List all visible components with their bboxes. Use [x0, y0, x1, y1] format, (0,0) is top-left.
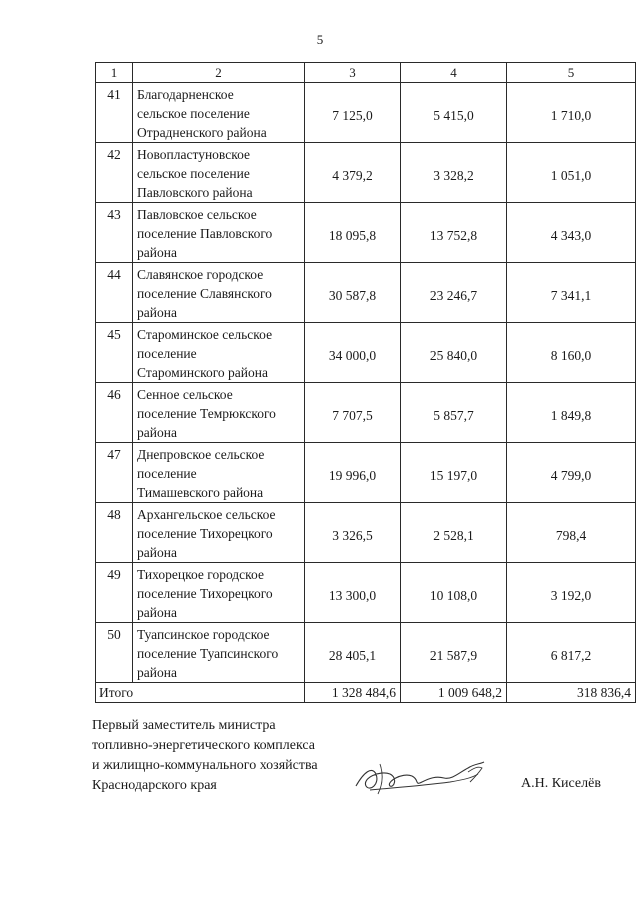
header-cell: 5: [507, 63, 636, 83]
settlement-name-line: Староминского района: [137, 365, 268, 380]
amount-cell-c4: 23 246,7: [401, 263, 507, 323]
settlement-name-line: района: [137, 425, 177, 440]
settlement-name-cell: [133, 203, 305, 263]
row-number-cell: 44: [96, 263, 133, 323]
amount-cell-c5: 1 849,8: [507, 383, 636, 443]
settlement-name-cell: [133, 563, 305, 623]
settlement-name-line: Павловского района: [137, 185, 253, 200]
table-row: [96, 83, 636, 143]
amount-cell-c5: 1 710,0: [507, 83, 636, 143]
signatory-title-line: Первый заместитель министра: [92, 718, 276, 733]
settlement-name-cell: [133, 143, 305, 203]
settlement-name-line: Архангельское сельское: [137, 507, 276, 522]
settlement-name-line: Туапсинское городское: [137, 627, 270, 642]
amount-cell-c4: 15 197,0: [401, 443, 507, 503]
settlement-name-line: сельское поселение: [137, 106, 250, 121]
row-number-cell: 50: [96, 623, 133, 683]
settlement-name-line: Новопластуновское: [137, 147, 250, 162]
settlement-name-cell: [133, 443, 305, 503]
table-row: [96, 563, 636, 623]
amount-cell-c5: 1 051,0: [507, 143, 636, 203]
settlement-name-line: поселение Темрюкского: [137, 406, 276, 421]
settlement-name-line: Тимашевского района: [137, 485, 264, 500]
settlement-name-line: поселение: [137, 346, 197, 361]
settlement-name-line: Сенное сельское: [137, 387, 233, 402]
settlement-name-cell: [133, 623, 305, 683]
amount-cell-c3: 7 707,5: [305, 383, 401, 443]
table-body: [96, 63, 636, 703]
amount-cell-c4: 10 108,0: [401, 563, 507, 623]
signatory-name: А.Н. Киселёв: [521, 776, 601, 791]
row-number-cell: 41: [96, 83, 133, 143]
amount-cell-c5: 4 799,0: [507, 443, 636, 503]
signatory-title: [92, 716, 318, 796]
settlement-name-cell: [133, 323, 305, 383]
header-cell: 3: [305, 63, 401, 83]
signatory-title-line: и жилищно-коммунального хозяйства: [92, 758, 318, 773]
signatory-title-line: Краснодарского края: [92, 778, 217, 793]
table-row: [96, 623, 636, 683]
total-label: Итого: [96, 683, 305, 703]
table-row: [96, 143, 636, 203]
settlement-name-line: поселение Павловского: [137, 226, 273, 241]
row-number-cell: 45: [96, 323, 133, 383]
settlement-name-line: района: [137, 665, 177, 680]
amount-cell-c4: 25 840,0: [401, 323, 507, 383]
row-number-cell: 46: [96, 383, 133, 443]
settlement-name-line: Староминское сельское: [137, 327, 273, 342]
settlement-name-line: Днепровское сельское: [137, 447, 265, 462]
amount-cell-c4: 3 328,2: [401, 143, 507, 203]
settlement-name-line: района: [137, 305, 177, 320]
allocation-table: [95, 62, 636, 703]
table-header-row: [96, 63, 636, 83]
table-row: [96, 503, 636, 563]
amount-cell-c5: 3 192,0: [507, 563, 636, 623]
amount-cell-c4: 13 752,8: [401, 203, 507, 263]
amount-cell-c4: 21 587,9: [401, 623, 507, 683]
settlement-name-line: Славянское городское: [137, 267, 264, 282]
amount-cell-c5: 4 343,0: [507, 203, 636, 263]
settlement-name-cell: [133, 503, 305, 563]
header-cell: 1: [96, 63, 133, 83]
page-number: 5: [316, 32, 324, 47]
table-row: [96, 263, 636, 323]
amount-cell-c3: 30 587,8: [305, 263, 401, 323]
settlement-name-line: поселение: [137, 466, 197, 481]
amount-cell-c3: 7 125,0: [305, 83, 401, 143]
settlement-name-line: района: [137, 245, 177, 260]
amount-cell-c4: 5 415,0: [401, 83, 507, 143]
settlement-name-line: поселение Славянского: [137, 286, 272, 301]
settlement-name-cell: [133, 383, 305, 443]
row-number-cell: 42: [96, 143, 133, 203]
settlement-name-line: района: [137, 605, 177, 620]
header-cell: 2: [133, 63, 305, 83]
total-amount-c5: 318 836,4: [507, 683, 636, 703]
settlement-name-line: района: [137, 545, 177, 560]
amount-cell-c5: 8 160,0: [507, 323, 636, 383]
settlement-name-line: Благодарненское: [137, 87, 234, 102]
row-number-cell: 43: [96, 203, 133, 263]
row-number-cell: 49: [96, 563, 133, 623]
settlement-name-line: Отрадненского района: [137, 125, 267, 140]
row-number-cell: 47: [96, 443, 133, 503]
signatory-title-line: топливно-энергетического комплекса: [92, 738, 315, 753]
table-row: [96, 203, 636, 263]
table-row: [96, 323, 636, 383]
amount-cell-c4: 5 857,7: [401, 383, 507, 443]
amount-cell-c4: 2 528,1: [401, 503, 507, 563]
settlement-name-line: поселение Туапсинского: [137, 646, 279, 661]
settlement-name-line: Павловское сельское: [137, 207, 257, 222]
total-amount-c4: 1 009 648,2: [401, 683, 507, 703]
table-row: [96, 383, 636, 443]
handwritten-signature: [350, 752, 490, 802]
amount-cell-c3: 18 095,8: [305, 203, 401, 263]
amount-cell-c5: 798,4: [507, 503, 636, 563]
settlement-name-line: поселение Тихорецкого: [137, 586, 273, 601]
total-amount-c3: 1 328 484,6: [305, 683, 401, 703]
amount-cell-c3: 13 300,0: [305, 563, 401, 623]
table-row: [96, 443, 636, 503]
amount-cell-c5: 7 341,1: [507, 263, 636, 323]
settlement-name-cell: [133, 263, 305, 323]
settlement-name-cell: [133, 83, 305, 143]
total-row: [96, 683, 636, 703]
amount-cell-c3: 34 000,0: [305, 323, 401, 383]
amount-cell-c3: 19 996,0: [305, 443, 401, 503]
header-cell: 4: [401, 63, 507, 83]
amount-cell-c3: 28 405,1: [305, 623, 401, 683]
settlement-name-line: сельское поселение: [137, 166, 250, 181]
amount-cell-c5: 6 817,2: [507, 623, 636, 683]
row-number-cell: 48: [96, 503, 133, 563]
settlement-name-line: поселение Тихорецкого: [137, 526, 273, 541]
amount-cell-c3: 4 379,2: [305, 143, 401, 203]
settlement-name-line: Тихорецкое городское: [137, 567, 264, 582]
amount-cell-c3: 3 326,5: [305, 503, 401, 563]
